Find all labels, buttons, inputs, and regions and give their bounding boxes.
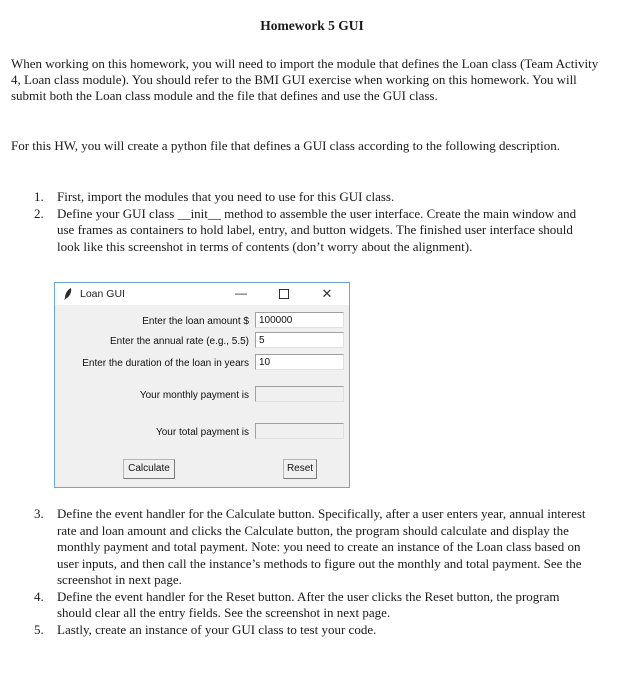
step-text: First, import the modules that you need to use for this GUI class. bbox=[57, 189, 395, 204]
feather-icon bbox=[63, 288, 73, 300]
window-title: Loan GUI bbox=[80, 288, 125, 300]
maximize-button[interactable] bbox=[279, 289, 289, 299]
total-payment-label: Your total payment is bbox=[155, 427, 249, 438]
step-number: 1. bbox=[34, 189, 44, 204]
list-item bbox=[0, 206, 592, 256]
rate-label: Enter the annual rate (e.g., 5.5) bbox=[110, 336, 249, 347]
reset-button[interactable]: Reset bbox=[283, 459, 317, 479]
step-text: Define your GUI class __init__ method to assemble the user interface. Create the main window and use frames as containers to hold label, entry, and button widgets. The finished user interface should look like this screenshot in terms of contents (don’t worry about the alignment). bbox=[57, 205, 577, 254]
minimize-button[interactable]: — bbox=[235, 286, 247, 300]
duration-label: Enter the duration of the loan in years bbox=[82, 358, 249, 369]
monthly-payment-output bbox=[255, 386, 344, 402]
step-number: 5. bbox=[34, 621, 44, 637]
page-title: Homework 5 GUI bbox=[260, 18, 364, 33]
total-payment-output bbox=[255, 423, 344, 439]
step-text: Lastly, create an instance of your GUI class to test your code. bbox=[57, 621, 377, 637]
list-item bbox=[0, 589, 592, 622]
instruction-list-part1 bbox=[0, 189, 624, 255]
instruction-list-part2 bbox=[0, 506, 624, 638]
rate-row bbox=[55, 334, 249, 350]
loan-amount-entry[interactable]: 100000 bbox=[255, 312, 344, 328]
monthly-payment-label: Your monthly payment is bbox=[139, 390, 249, 401]
list-item bbox=[0, 506, 592, 589]
duration-row bbox=[55, 356, 249, 372]
loan-amount-row bbox=[55, 314, 249, 330]
close-button[interactable]: ✕ bbox=[321, 286, 333, 301]
step-number: 3. bbox=[34, 506, 44, 521]
rate-entry[interactable]: 5 bbox=[255, 332, 344, 348]
step-text: Define the event handler for the Reset button. After the user clicks the Reset button, the program should clear all the entry fields. See the screenshot in next page. bbox=[57, 588, 560, 620]
loan-gui-window bbox=[54, 282, 350, 488]
step-text: Define the event handler for the Calculate button. Specifically, after a user enters year, annual interest rate and loan amount and clicks the Calculate button, the program should calculate and display the monthly payment and total payment. Note: you need to create an instance of the Loan class based on user inputs, and then call the instance’s methods to figure out the monthly and total payment. See the screenshot in next page. bbox=[57, 506, 586, 587]
list-item bbox=[0, 622, 592, 639]
description-paragraph: For this HW, you will create a python file that defines a GUI class according to the following description. bbox=[11, 138, 560, 153]
step-number: 2. bbox=[34, 205, 44, 221]
step-number: 4. bbox=[34, 588, 44, 604]
monthly-row bbox=[55, 388, 249, 404]
duration-entry[interactable]: 10 bbox=[255, 354, 344, 370]
loan-amount-label: Enter the loan amount $ bbox=[142, 316, 249, 327]
calculate-button[interactable]: Calculate bbox=[123, 459, 175, 479]
total-row bbox=[55, 425, 249, 441]
list-item bbox=[0, 189, 592, 206]
intro-paragraph: When working on this homework, you will need to import the module that defines the Loan class (Team Activity 4, Loan class module). You should refer to the BMI GUI exercise when working on this homework. You will submit both the Loan class module and the file that defines and use the GUI class. bbox=[11, 56, 599, 103]
window-titlebar bbox=[55, 283, 349, 305]
